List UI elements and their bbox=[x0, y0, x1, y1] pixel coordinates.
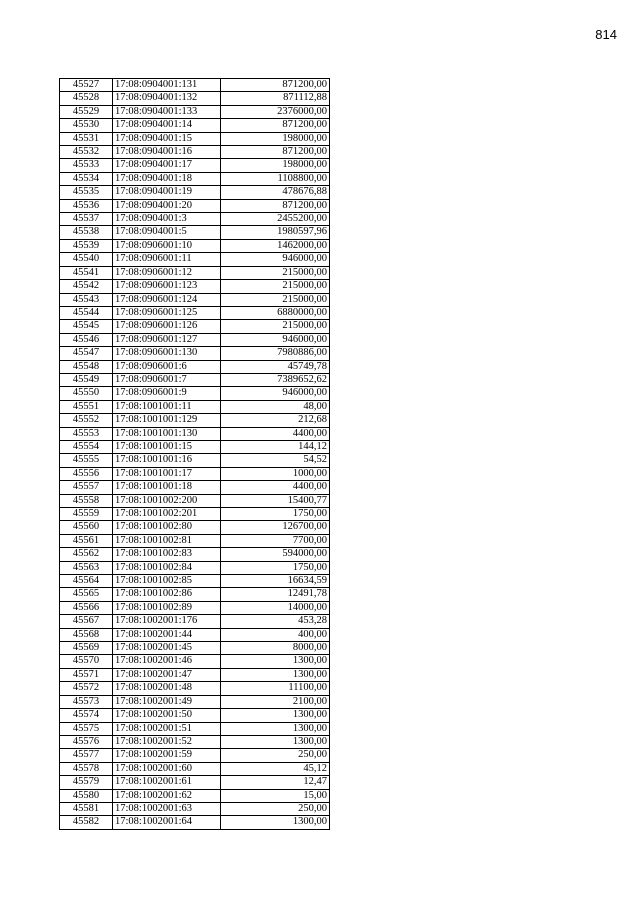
cadastral-number-cell: 17:08:0904001:133 bbox=[113, 105, 221, 118]
table-row bbox=[60, 695, 330, 708]
cadastral-number-cell: 17:08:0906001:7 bbox=[113, 373, 221, 386]
table-row bbox=[60, 816, 330, 829]
table-row bbox=[60, 655, 330, 668]
cadastral-number-cell: 17:08:0906001:11 bbox=[113, 253, 221, 266]
cadastral-number-cell: 17:08:1002001:61 bbox=[113, 776, 221, 789]
cadastral-number-cell: 17:08:0906001:125 bbox=[113, 306, 221, 319]
table-row bbox=[60, 213, 330, 226]
cadastral-number-cell: 17:08:1001001:16 bbox=[113, 454, 221, 467]
cadastral-number-cell: 17:08:0904001:14 bbox=[113, 119, 221, 132]
value-cell: 250,00 bbox=[221, 749, 330, 762]
table-row bbox=[60, 253, 330, 266]
table-row bbox=[60, 481, 330, 494]
row-id-cell: 45570 bbox=[60, 655, 113, 668]
cadastral-number-cell: 17:08:1002001:60 bbox=[113, 762, 221, 775]
cadastral-number-cell: 17:08:0906001:6 bbox=[113, 360, 221, 373]
value-cell: 14000,00 bbox=[221, 601, 330, 614]
table-row bbox=[60, 454, 330, 467]
value-cell: 198000,00 bbox=[221, 159, 330, 172]
row-id-cell: 45529 bbox=[60, 105, 113, 118]
value-cell: 1462000,00 bbox=[221, 239, 330, 252]
value-cell: 1980597,96 bbox=[221, 226, 330, 239]
row-id-cell: 45573 bbox=[60, 695, 113, 708]
cadastral-number-cell: 17:08:1001001:17 bbox=[113, 467, 221, 480]
cadastral-number-cell: 17:08:0906001:130 bbox=[113, 347, 221, 360]
table-row bbox=[60, 615, 330, 628]
row-id-cell: 45539 bbox=[60, 239, 113, 252]
cadastral-number-cell: 17:08:0906001:9 bbox=[113, 387, 221, 400]
table-row bbox=[60, 347, 330, 360]
value-cell: 453,28 bbox=[221, 615, 330, 628]
table-row bbox=[60, 320, 330, 333]
value-cell: 1300,00 bbox=[221, 709, 330, 722]
table-row bbox=[60, 333, 330, 346]
table-row bbox=[60, 722, 330, 735]
row-id-cell: 45575 bbox=[60, 722, 113, 735]
row-id-cell: 45541 bbox=[60, 266, 113, 279]
cadastral-number-cell: 17:08:0904001:19 bbox=[113, 186, 221, 199]
table-row bbox=[60, 360, 330, 373]
row-id-cell: 45566 bbox=[60, 601, 113, 614]
row-id-cell: 45556 bbox=[60, 467, 113, 480]
cadastral-number-cell: 17:08:0906001:127 bbox=[113, 333, 221, 346]
row-id-cell: 45574 bbox=[60, 709, 113, 722]
value-cell: 215000,00 bbox=[221, 320, 330, 333]
value-cell: 7700,00 bbox=[221, 534, 330, 547]
table-row bbox=[60, 226, 330, 239]
row-id-cell: 45548 bbox=[60, 360, 113, 373]
cadastral-number-cell: 17:08:1002001:47 bbox=[113, 668, 221, 681]
value-cell: 16634,59 bbox=[221, 575, 330, 588]
table-row bbox=[60, 548, 330, 561]
row-id-cell: 45552 bbox=[60, 414, 113, 427]
value-cell: 12491,78 bbox=[221, 588, 330, 601]
table-row bbox=[60, 601, 330, 614]
table-row bbox=[60, 132, 330, 145]
cadastral-number-cell: 17:08:0906001:10 bbox=[113, 239, 221, 252]
row-id-cell: 45581 bbox=[60, 802, 113, 815]
table-row bbox=[60, 186, 330, 199]
value-cell: 946000,00 bbox=[221, 387, 330, 400]
value-cell: 1000,00 bbox=[221, 467, 330, 480]
table-row bbox=[60, 293, 330, 306]
cadastral-number-cell: 17:08:0904001:20 bbox=[113, 199, 221, 212]
value-cell: 2376000,00 bbox=[221, 105, 330, 118]
value-cell: 1750,00 bbox=[221, 508, 330, 521]
table-row bbox=[60, 172, 330, 185]
row-id-cell: 45563 bbox=[60, 561, 113, 574]
cadastral-number-cell: 17:08:0906001:124 bbox=[113, 293, 221, 306]
data-table bbox=[59, 78, 330, 830]
value-cell: 594000,00 bbox=[221, 548, 330, 561]
row-id-cell: 45557 bbox=[60, 481, 113, 494]
value-cell: 12,47 bbox=[221, 776, 330, 789]
value-cell: 871200,00 bbox=[221, 146, 330, 159]
table-row bbox=[60, 79, 330, 92]
row-id-cell: 45560 bbox=[60, 521, 113, 534]
row-id-cell: 45579 bbox=[60, 776, 113, 789]
table-row bbox=[60, 400, 330, 413]
cadastral-number-cell: 17:08:1002001:46 bbox=[113, 655, 221, 668]
table-row bbox=[60, 508, 330, 521]
row-id-cell: 45582 bbox=[60, 816, 113, 829]
table-row bbox=[60, 119, 330, 132]
table-row bbox=[60, 92, 330, 105]
row-id-cell: 45562 bbox=[60, 548, 113, 561]
table-row bbox=[60, 373, 330, 386]
table-row bbox=[60, 642, 330, 655]
value-cell: 946000,00 bbox=[221, 253, 330, 266]
cadastral-number-cell: 17:08:1002001:59 bbox=[113, 749, 221, 762]
table-row bbox=[60, 682, 330, 695]
table-row bbox=[60, 266, 330, 279]
cadastral-number-cell: 17:08:1002001:49 bbox=[113, 695, 221, 708]
row-id-cell: 45546 bbox=[60, 333, 113, 346]
cadastral-number-cell: 17:08:0904001:3 bbox=[113, 213, 221, 226]
value-cell: 215000,00 bbox=[221, 293, 330, 306]
value-cell: 946000,00 bbox=[221, 333, 330, 346]
table-row bbox=[60, 668, 330, 681]
value-cell: 871112,88 bbox=[221, 92, 330, 105]
table-row bbox=[60, 159, 330, 172]
cadastral-number-cell: 17:08:1001002:201 bbox=[113, 508, 221, 521]
value-cell: 871200,00 bbox=[221, 199, 330, 212]
cadastral-number-cell: 17:08:1002001:45 bbox=[113, 642, 221, 655]
value-cell: 48,00 bbox=[221, 400, 330, 413]
cadastral-number-cell: 17:08:1001001:129 bbox=[113, 414, 221, 427]
table-row bbox=[60, 588, 330, 601]
cadastral-number-cell: 17:08:0906001:123 bbox=[113, 280, 221, 293]
row-id-cell: 45527 bbox=[60, 79, 113, 92]
table-row bbox=[60, 199, 330, 212]
table-row bbox=[60, 280, 330, 293]
table-body bbox=[60, 79, 330, 830]
cadastral-number-cell: 17:08:1001001:11 bbox=[113, 400, 221, 413]
value-cell: 7389652,62 bbox=[221, 373, 330, 386]
row-id-cell: 45544 bbox=[60, 306, 113, 319]
table-row bbox=[60, 427, 330, 440]
value-cell: 215000,00 bbox=[221, 280, 330, 293]
cadastral-number-cell: 17:08:1001001:18 bbox=[113, 481, 221, 494]
cadastral-number-cell: 17:08:1001002:81 bbox=[113, 534, 221, 547]
value-cell: 250,00 bbox=[221, 802, 330, 815]
table-row bbox=[60, 776, 330, 789]
row-id-cell: 45553 bbox=[60, 427, 113, 440]
cadastral-number-cell: 17:08:1001002:80 bbox=[113, 521, 221, 534]
row-id-cell: 45571 bbox=[60, 668, 113, 681]
table-row bbox=[60, 749, 330, 762]
row-id-cell: 45572 bbox=[60, 682, 113, 695]
page-number: 814 bbox=[595, 27, 617, 42]
cadastral-number-cell: 17:08:0904001:16 bbox=[113, 146, 221, 159]
row-id-cell: 45559 bbox=[60, 508, 113, 521]
row-id-cell: 45530 bbox=[60, 119, 113, 132]
value-cell: 212,68 bbox=[221, 414, 330, 427]
value-cell: 8000,00 bbox=[221, 642, 330, 655]
cadastral-number-cell: 17:08:0904001:17 bbox=[113, 159, 221, 172]
table-row bbox=[60, 440, 330, 453]
row-id-cell: 45578 bbox=[60, 762, 113, 775]
row-id-cell: 45565 bbox=[60, 588, 113, 601]
cadastral-number-cell: 17:08:0904001:18 bbox=[113, 172, 221, 185]
value-cell: 1300,00 bbox=[221, 655, 330, 668]
value-cell: 144,12 bbox=[221, 440, 330, 453]
cadastral-number-cell: 17:08:1001002:200 bbox=[113, 494, 221, 507]
cadastral-number-cell: 17:08:1001002:86 bbox=[113, 588, 221, 601]
value-cell: 11100,00 bbox=[221, 682, 330, 695]
value-cell: 126700,00 bbox=[221, 521, 330, 534]
table-row bbox=[60, 146, 330, 159]
row-id-cell: 45558 bbox=[60, 494, 113, 507]
row-id-cell: 45534 bbox=[60, 172, 113, 185]
cadastral-number-cell: 17:08:0904001:131 bbox=[113, 79, 221, 92]
table-row bbox=[60, 575, 330, 588]
row-id-cell: 45580 bbox=[60, 789, 113, 802]
table-row bbox=[60, 789, 330, 802]
cadastral-number-cell: 17:08:1002001:50 bbox=[113, 709, 221, 722]
cadastral-number-cell: 17:08:1002001:44 bbox=[113, 628, 221, 641]
cadastral-number-cell: 17:08:1002001:52 bbox=[113, 735, 221, 748]
cadastral-number-cell: 17:08:0904001:5 bbox=[113, 226, 221, 239]
row-id-cell: 45535 bbox=[60, 186, 113, 199]
row-id-cell: 45547 bbox=[60, 347, 113, 360]
value-cell: 15,00 bbox=[221, 789, 330, 802]
value-cell: 1108800,00 bbox=[221, 172, 330, 185]
row-id-cell: 45536 bbox=[60, 199, 113, 212]
row-id-cell: 45567 bbox=[60, 615, 113, 628]
cadastral-number-cell: 17:08:0906001:12 bbox=[113, 266, 221, 279]
row-id-cell: 45550 bbox=[60, 387, 113, 400]
value-cell: 1750,00 bbox=[221, 561, 330, 574]
value-cell: 871200,00 bbox=[221, 119, 330, 132]
table-row bbox=[60, 561, 330, 574]
value-cell: 4400,00 bbox=[221, 427, 330, 440]
cadastral-number-cell: 17:08:1002001:63 bbox=[113, 802, 221, 815]
table-row bbox=[60, 494, 330, 507]
value-cell: 6880000,00 bbox=[221, 306, 330, 319]
cadastral-number-cell: 17:08:1001002:85 bbox=[113, 575, 221, 588]
table-row bbox=[60, 802, 330, 815]
row-id-cell: 45564 bbox=[60, 575, 113, 588]
row-id-cell: 45569 bbox=[60, 642, 113, 655]
value-cell: 45749,78 bbox=[221, 360, 330, 373]
cadastral-number-cell: 17:08:1002001:48 bbox=[113, 682, 221, 695]
value-cell: 4400,00 bbox=[221, 481, 330, 494]
row-id-cell: 45549 bbox=[60, 373, 113, 386]
table-row bbox=[60, 306, 330, 319]
cadastral-number-cell: 17:08:0904001:15 bbox=[113, 132, 221, 145]
value-cell: 2100,00 bbox=[221, 695, 330, 708]
cadastral-number-cell: 17:08:1002001:62 bbox=[113, 789, 221, 802]
value-cell: 1300,00 bbox=[221, 816, 330, 829]
cadastral-number-cell: 17:08:1002001:64 bbox=[113, 816, 221, 829]
table-row bbox=[60, 387, 330, 400]
value-cell: 871200,00 bbox=[221, 79, 330, 92]
row-id-cell: 45577 bbox=[60, 749, 113, 762]
row-id-cell: 45533 bbox=[60, 159, 113, 172]
value-cell: 478676,88 bbox=[221, 186, 330, 199]
value-cell: 215000,00 bbox=[221, 266, 330, 279]
row-id-cell: 45532 bbox=[60, 146, 113, 159]
row-id-cell: 45568 bbox=[60, 628, 113, 641]
cadastral-number-cell: 17:08:1001002:89 bbox=[113, 601, 221, 614]
row-id-cell: 45554 bbox=[60, 440, 113, 453]
cadastral-number-cell: 17:08:0906001:126 bbox=[113, 320, 221, 333]
row-id-cell: 45561 bbox=[60, 534, 113, 547]
row-id-cell: 45555 bbox=[60, 454, 113, 467]
value-cell: 7980886,00 bbox=[221, 347, 330, 360]
row-id-cell: 45576 bbox=[60, 735, 113, 748]
value-cell: 2455200,00 bbox=[221, 213, 330, 226]
value-cell: 1300,00 bbox=[221, 735, 330, 748]
value-cell: 1300,00 bbox=[221, 722, 330, 735]
cadastral-number-cell: 17:08:0904001:132 bbox=[113, 92, 221, 105]
cadastral-number-cell: 17:08:1001001:15 bbox=[113, 440, 221, 453]
table-row bbox=[60, 467, 330, 480]
cadastral-number-cell: 17:08:1002001:51 bbox=[113, 722, 221, 735]
cadastral-number-cell: 17:08:1001002:84 bbox=[113, 561, 221, 574]
value-cell: 45,12 bbox=[221, 762, 330, 775]
value-cell: 400,00 bbox=[221, 628, 330, 641]
table-row bbox=[60, 735, 330, 748]
row-id-cell: 45542 bbox=[60, 280, 113, 293]
cadastral-number-cell: 17:08:1001002:83 bbox=[113, 548, 221, 561]
row-id-cell: 45531 bbox=[60, 132, 113, 145]
table-row bbox=[60, 709, 330, 722]
value-cell: 15400,77 bbox=[221, 494, 330, 507]
table-row bbox=[60, 534, 330, 547]
table-row bbox=[60, 762, 330, 775]
table-row bbox=[60, 239, 330, 252]
value-cell: 198000,00 bbox=[221, 132, 330, 145]
row-id-cell: 45537 bbox=[60, 213, 113, 226]
row-id-cell: 45551 bbox=[60, 400, 113, 413]
row-id-cell: 45538 bbox=[60, 226, 113, 239]
value-cell: 1300,00 bbox=[221, 668, 330, 681]
cadastral-number-cell: 17:08:1002001:176 bbox=[113, 615, 221, 628]
table-row bbox=[60, 521, 330, 534]
row-id-cell: 45540 bbox=[60, 253, 113, 266]
row-id-cell: 45545 bbox=[60, 320, 113, 333]
table-row bbox=[60, 105, 330, 118]
table-row bbox=[60, 414, 330, 427]
cadastral-number-cell: 17:08:1001001:130 bbox=[113, 427, 221, 440]
row-id-cell: 45543 bbox=[60, 293, 113, 306]
row-id-cell: 45528 bbox=[60, 92, 113, 105]
value-cell: 54,52 bbox=[221, 454, 330, 467]
table-row bbox=[60, 628, 330, 641]
